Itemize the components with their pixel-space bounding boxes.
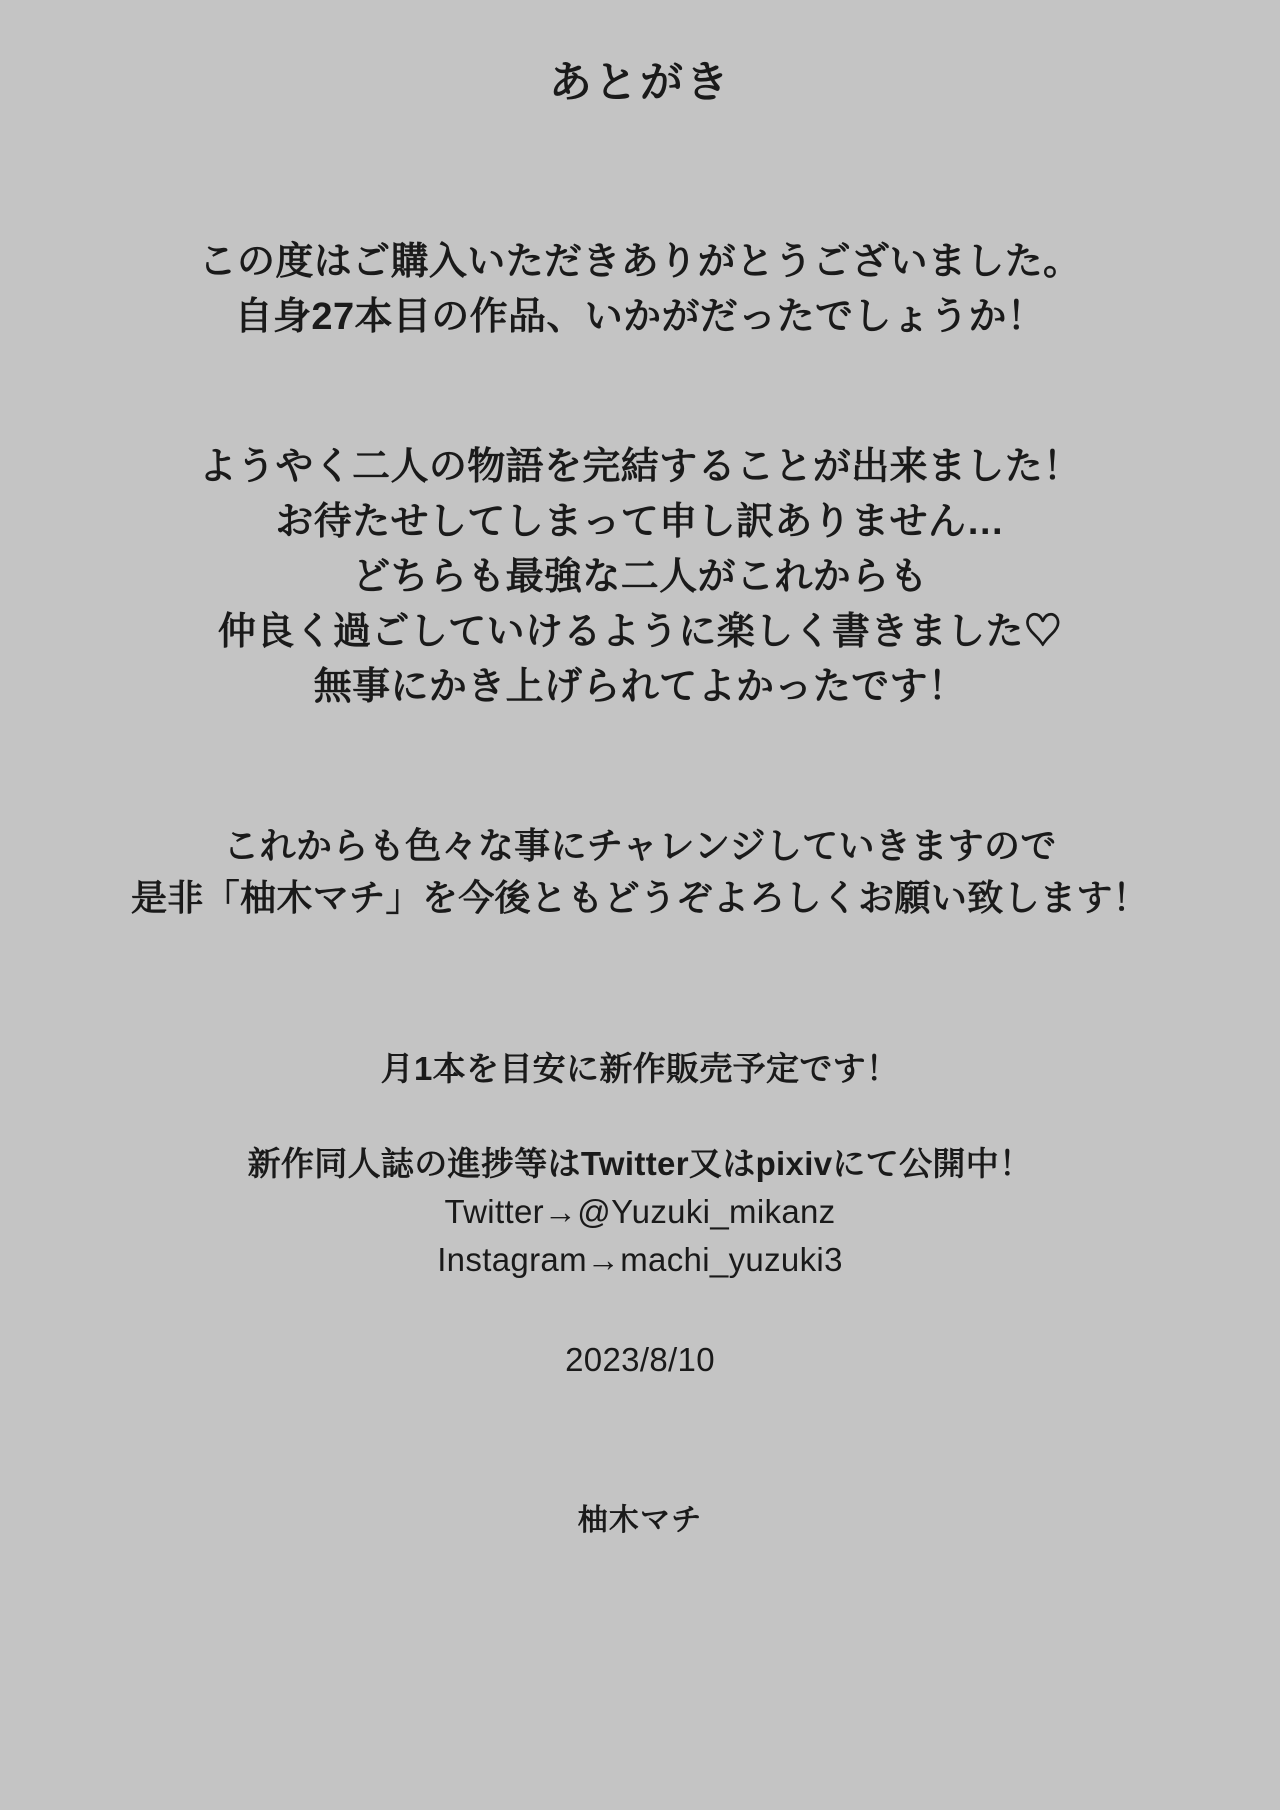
future-block bbox=[131, 820, 1149, 924]
story-line-3: どちらも最強な二人がこれからも bbox=[352, 555, 928, 598]
story-line-1: ようやく二人の物語を完結することが出来ました！ bbox=[198, 445, 1082, 488]
sns-block bbox=[248, 1140, 1033, 1284]
thanks-block bbox=[199, 235, 1082, 345]
story-block bbox=[199, 440, 1082, 715]
story-line-2: お待たせしてしまって申し訳ありません… bbox=[275, 500, 1005, 543]
page-title: あとがき bbox=[548, 59, 732, 107]
twitter-handle: Twitter→@Yuzuki_mikanz bbox=[444, 1193, 836, 1231]
schedule-line-1: 月1本を目安に新作販売予定です！ bbox=[380, 1049, 900, 1087]
signature-block bbox=[578, 1499, 703, 1543]
sns-intro-line: 新作同人誌の進捗等はTwitter又はpixivにて公開中！ bbox=[247, 1145, 1033, 1183]
future-line-1: これからも色々な事にチャレンジしていきますので bbox=[223, 825, 1057, 867]
future-line-2: 是非「柚木マチ」を今後ともどうぞよろしくお願い致します！ bbox=[130, 877, 1150, 919]
story-line-5: 無事にかき上げられてよかったです！ bbox=[313, 666, 967, 709]
author-signature: 柚木マチ bbox=[577, 1503, 703, 1537]
thanks-line-2: 自身27本目の作品、いかがだったでしょうか！ bbox=[234, 295, 1046, 338]
date-block bbox=[565, 1336, 715, 1384]
story-line-4: 仲良く過ごしていけるように楽しく書きました♡ bbox=[217, 611, 1063, 654]
instagram-handle: Instagram→machi_yuzuki3 bbox=[437, 1241, 843, 1279]
publication-date: 2023/8/10 bbox=[565, 1341, 715, 1378]
schedule-block bbox=[381, 1045, 900, 1093]
thanks-line-1: この度はご購入いただきありがとうございました。 bbox=[198, 240, 1082, 283]
